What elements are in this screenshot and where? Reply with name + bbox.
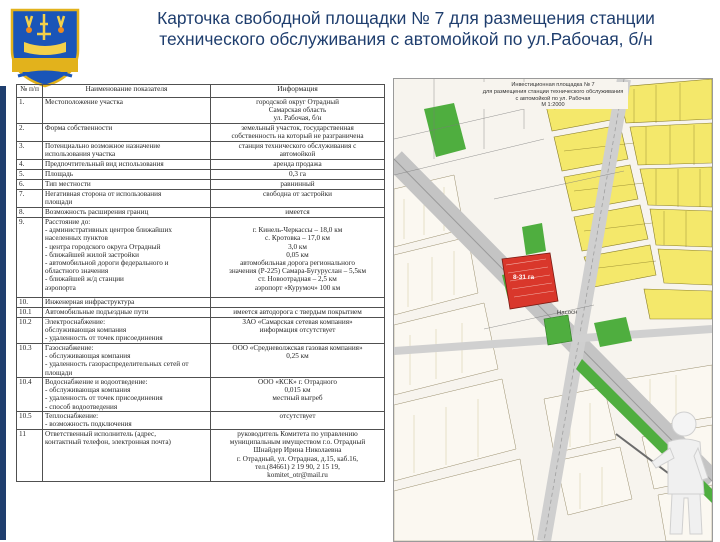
row-name <box>43 124 211 142</box>
row-name <box>43 298 211 308</box>
plot-card-table <box>16 84 384 538</box>
row-info <box>211 170 385 180</box>
row-name-line: - административных центров ближайших <box>45 226 172 235</box>
row-info-line: отсутствует <box>279 412 316 420</box>
row-num: 10.5 <box>17 412 43 430</box>
row-name <box>43 160 211 170</box>
map-legend-line: Инвестиционная площадка № 7 <box>511 82 595 88</box>
row-info-line: автомойкой <box>279 150 316 159</box>
plot-area-label: 8-31 га <box>513 274 535 281</box>
row-name-line: - ближайшей ж/д станции <box>45 275 124 284</box>
table-row <box>17 142 385 160</box>
city-crest-icon <box>4 6 86 88</box>
left-accent-bar <box>0 86 6 540</box>
row-info <box>211 412 385 430</box>
row-info-line: тел.(84661) 2 19 90, 2 15 19, <box>255 462 340 471</box>
table-row <box>17 170 385 180</box>
row-info-line: 0,015 км <box>284 386 311 395</box>
row-info-line: значения (Р-225) Самара-Бугуруслан – 5,5км <box>229 267 366 276</box>
row-info-line: 3,0 км <box>288 242 307 251</box>
row-info-line: равнинный <box>280 180 315 188</box>
row-info <box>211 98 385 124</box>
row-name <box>43 318 211 344</box>
table-row <box>17 208 385 218</box>
row-name-line: Инженерная инфраструктура <box>45 298 135 306</box>
row-name-line: использования участка <box>45 150 116 159</box>
row-num: 10.1 <box>17 308 43 318</box>
slide-title <box>100 8 712 60</box>
row-info <box>211 208 385 218</box>
row-num: 11 <box>17 430 43 482</box>
row-info-line: с. Кротовка – 17,0 км <box>265 234 330 243</box>
map-legend-line: с автомойкой по ул. Рабочая <box>515 95 591 102</box>
row-num: 4. <box>17 160 43 170</box>
map-legend-line: для размещения станции технического обслуживания <box>482 88 624 95</box>
row-info-line: муниципальным имуществом г.о. Отрадный <box>229 438 366 447</box>
row-info-line: собственность на который не разграничена <box>231 132 364 141</box>
table-row <box>17 430 385 482</box>
row-name-line: площади <box>45 198 73 207</box>
row-num: 9. <box>17 218 43 298</box>
row-info-line: руководитель Комитета по управлению <box>237 430 358 438</box>
row-num: 10.3 <box>17 344 43 378</box>
row-name <box>43 170 211 180</box>
row-name-line: Предпочтительный вид использования <box>45 160 164 168</box>
row-name-line: Ответственный исполнитель (адрес, <box>45 430 156 438</box>
row-info-line: 0,05 км <box>286 250 309 259</box>
row-name <box>43 308 211 318</box>
row-name-line: Водоснабжение и водоотведение: <box>45 378 148 386</box>
row-info-line: городской округ Отрадный <box>256 98 339 106</box>
row-info <box>211 218 385 298</box>
row-name-line: - удаленность газораспределительных сетей от <box>45 360 189 369</box>
row-name <box>43 412 211 430</box>
map-legend <box>478 82 628 109</box>
row-info-line: свободна от застройки <box>263 190 332 198</box>
header-num: № п/п <box>17 85 43 98</box>
row-info-line <box>213 298 382 306</box>
row-info-line: Шнайдер Ирина Николаевна <box>253 446 342 455</box>
header-name: Наименование показателя <box>43 85 211 98</box>
table-row <box>17 124 385 142</box>
row-info-line: ЗАО «Самарская сетевая компания» <box>242 318 353 326</box>
row-name <box>43 344 211 378</box>
table-row <box>17 98 385 124</box>
row-info <box>211 190 385 208</box>
row-name-line: Площадь <box>45 170 74 178</box>
row-name <box>43 98 211 124</box>
row-name-line: - ближайшей жилой застройки <box>45 250 139 259</box>
row-info-line: автомобильная дорога регионального <box>240 259 355 268</box>
row-name <box>43 208 211 218</box>
table-row <box>17 190 385 208</box>
row-info-line <box>213 218 382 226</box>
row-num: 7. <box>17 190 43 208</box>
row-name-line: - центра городского округа Отрадный <box>45 242 161 251</box>
table-row <box>17 378 385 412</box>
table-row <box>17 298 385 308</box>
row-name-line: площади <box>45 368 73 377</box>
row-info-line: Самарская область <box>268 106 327 115</box>
row-name-line: контактный телефон, электронная почта) <box>45 438 171 447</box>
table-row <box>17 412 385 430</box>
row-info <box>211 308 385 318</box>
table-row <box>17 318 385 344</box>
row-info <box>211 160 385 170</box>
slide-title-line-1: Карточка свободной площадки № 7 для размещения станции <box>157 8 655 28</box>
row-info-line: станция технического обслуживания с <box>238 142 357 150</box>
slide-title-line-2: технического обслуживания с автомойкой по ул.Рабочая, б/н <box>159 29 653 49</box>
table-row <box>17 344 385 378</box>
row-info <box>211 298 385 308</box>
row-info-line: имеется автодорога с твердым покрытием <box>233 308 362 316</box>
row-name-line: - способ водоотведения <box>45 402 118 411</box>
row-num: 5. <box>17 170 43 180</box>
table-row <box>17 160 385 170</box>
row-name-line: Тип местности <box>45 180 91 188</box>
row-name-line: областного значения <box>45 267 109 276</box>
row-num: 1. <box>17 98 43 124</box>
row-info-line: ООО «КСК» г. Отрадного <box>258 378 337 386</box>
row-name-line: - обслуживающая компания <box>45 386 131 395</box>
row-name-line: Местоположение участка <box>45 98 123 106</box>
row-name <box>43 218 211 298</box>
row-info-line: ООО «Средневолжская газовая компания» <box>232 344 363 352</box>
row-name <box>43 430 211 482</box>
row-name-line: населенных пунктов <box>45 234 108 243</box>
table-row <box>17 308 385 318</box>
row-num: 10.4 <box>17 378 43 412</box>
row-info-line: 0,25 км <box>286 352 309 361</box>
row-name <box>43 180 211 190</box>
row-info <box>211 318 385 344</box>
row-info-line: местный выгреб <box>272 394 323 403</box>
header-info: Информация <box>211 85 385 98</box>
row-num: 8. <box>17 208 43 218</box>
row-info-line: 0,3 га <box>289 170 306 178</box>
row-info-line: г. Отрадный, ул. Отрадная, д.15, каб.16, <box>236 454 359 463</box>
row-name-line: Расстояние до: <box>45 218 91 226</box>
row-name-line: - возможность подключения <box>45 420 132 429</box>
row-name-line: - удаленность от точек присоединения <box>45 334 163 343</box>
row-info-line: имеется <box>285 208 310 216</box>
row-info-line: аэропорт «Курумоч» 100 км <box>254 283 341 292</box>
row-num: 10.2 <box>17 318 43 344</box>
row-info-line: komitet_otr@mail.ru <box>267 471 328 480</box>
row-info <box>211 430 385 482</box>
row-info-line: аренда продажа <box>273 160 322 168</box>
row-info <box>211 124 385 142</box>
row-info <box>211 378 385 412</box>
row-info <box>211 180 385 190</box>
row-info <box>211 344 385 378</box>
row-name <box>43 142 211 160</box>
row-name-line: обслуживающая компания <box>45 326 127 335</box>
table-header-row <box>17 85 385 98</box>
table-row <box>17 180 385 190</box>
row-info-line: ст. Новоотрадная – 2,5 км <box>258 275 337 284</box>
row-num: 6. <box>17 180 43 190</box>
row-name-line: Форма собственности <box>45 124 113 132</box>
row-num: 3. <box>17 142 43 160</box>
row-info-line: информация отсутствует <box>259 326 336 335</box>
map-legend-line: М 1:2000 <box>541 102 565 109</box>
presenter-figure-icon <box>612 398 718 538</box>
row-num: 2. <box>17 124 43 142</box>
row-name-line: - обслуживающая компания <box>45 352 131 361</box>
row-name-line: Электроснабжение: <box>45 318 106 326</box>
table-row <box>17 218 385 298</box>
row-name-line: - удаленность от точек присоединения <box>45 394 163 403</box>
row-name-line: аэропорта <box>45 283 76 292</box>
map-street-label: Насосн <box>556 309 578 317</box>
row-name-line: Возможность расширения границ <box>45 208 149 216</box>
row-name-line: Теплоснабжение: <box>45 412 99 420</box>
row-info <box>211 142 385 160</box>
row-name <box>43 378 211 412</box>
row-name-line: Потенциально возможное назначение <box>45 142 161 150</box>
row-info-line: г. Кинель-Черкассы – 18,0 км <box>252 226 343 235</box>
row-num: 10. <box>17 298 43 308</box>
row-name <box>43 190 211 208</box>
row-name-line: Негативная сторона от использования <box>45 190 162 198</box>
row-name-line: - автомобильной дороги федерального и <box>45 259 169 268</box>
row-name-line: Автомобильные подъездные пути <box>45 308 149 316</box>
row-info-line: земельный участок, государственная <box>241 124 354 132</box>
row-name-line: Газоснабжение: <box>45 344 94 352</box>
row-info-line: ул. Рабочая, б/н <box>273 114 322 123</box>
